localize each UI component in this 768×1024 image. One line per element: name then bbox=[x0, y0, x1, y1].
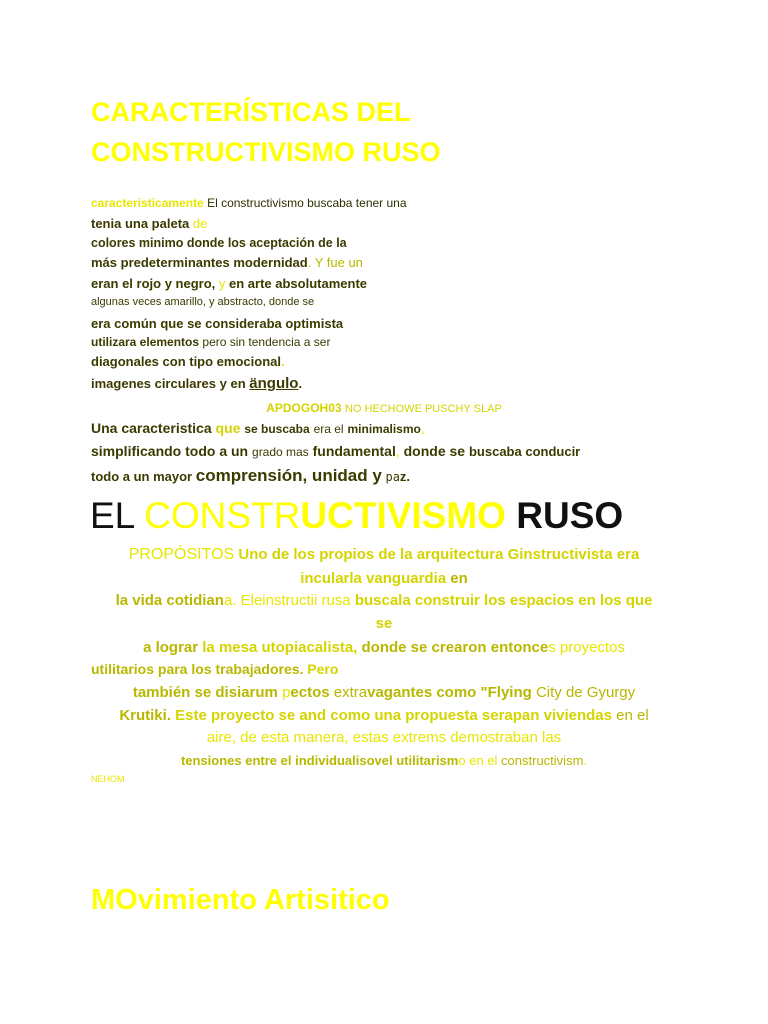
p1-line7: era común que se consideraba optimista bbox=[91, 316, 344, 331]
p1-line3: colores minimo donde los aceptación de la bbox=[91, 236, 347, 250]
p3-text: aire, de esta manera, estas extrems demostraban las bbox=[206, 729, 562, 746]
p3-line10 bbox=[0, 753, 768, 768]
p3-text: constructivism bbox=[501, 753, 584, 768]
p3-line1 bbox=[0, 546, 768, 564]
p3-line2 bbox=[0, 570, 768, 587]
p2-word: que bbox=[215, 420, 241, 436]
p2-text: era el bbox=[313, 422, 344, 436]
p3-text: buscala construir los espacios en los que bbox=[354, 592, 653, 609]
p2-text: buscaba conducir bbox=[468, 444, 581, 459]
main-title-line1: CARACTERÍSTICAS DEL bbox=[91, 97, 411, 127]
p1-text: . bbox=[298, 376, 303, 391]
p2-text: , bbox=[395, 443, 400, 459]
p2-line3 bbox=[91, 466, 410, 486]
p3-text: City de Gyurgy bbox=[535, 684, 636, 701]
p1-line6: algunas veces amarillo, y abstracto, donde se bbox=[91, 296, 315, 308]
p3-line11: NEHOM bbox=[91, 774, 125, 784]
p2-text: pa bbox=[385, 470, 400, 484]
p1-text: eran el rojo y negro, bbox=[91, 276, 216, 291]
p3-text: vagantes como "Flying bbox=[367, 684, 532, 701]
p2-text: z. bbox=[399, 469, 411, 484]
p2-text: comprensión, unidad y bbox=[195, 466, 382, 485]
p2-text: se buscaba bbox=[244, 422, 310, 436]
p1-line8 bbox=[91, 335, 330, 349]
p3-line9 bbox=[0, 729, 768, 746]
heading-part: CONSTR bbox=[144, 495, 301, 536]
p3-text: la mesa utopiacalista, bbox=[202, 639, 358, 656]
p1-text: diagonales con tipo emocional bbox=[91, 354, 281, 369]
p3-line8 bbox=[0, 707, 768, 724]
p3-word: PROPÓSITOS bbox=[128, 546, 235, 563]
p3-text: a lograr bbox=[143, 639, 199, 656]
p1-text: tenia una paleta bbox=[91, 216, 190, 231]
p3-line4 bbox=[0, 615, 768, 632]
p1-text: El constructivismo buscaba tener una bbox=[207, 196, 407, 210]
p3-text: Krutiki. bbox=[119, 707, 171, 724]
p3-line5 bbox=[0, 639, 768, 656]
p3-line7 bbox=[0, 684, 768, 701]
p3-text: la vida cotidian bbox=[115, 592, 224, 609]
heading-part: RUSO bbox=[505, 495, 624, 536]
p1-text: más predeterminantes modernidad bbox=[91, 255, 308, 270]
center-text: NO HECHOWE PUSCHY SLAP bbox=[344, 403, 502, 415]
p2-text: , bbox=[420, 420, 425, 436]
main-title bbox=[91, 92, 651, 172]
p3-text: ectos bbox=[290, 684, 330, 701]
center-line bbox=[0, 401, 768, 415]
p3-line3 bbox=[0, 592, 768, 609]
p1-text: . bbox=[280, 354, 285, 369]
p3-text: Pero bbox=[307, 661, 339, 677]
p3-text: donde se crearon entonce bbox=[361, 639, 549, 656]
p1-line9 bbox=[91, 354, 285, 369]
p3-text: tensiones entre el individualisovel utilitarism bbox=[180, 753, 459, 768]
p1-word: ängulo bbox=[249, 375, 299, 392]
p3-text: p bbox=[282, 684, 291, 701]
p1-text: en arte absolutamente bbox=[229, 276, 368, 291]
p1-line10 bbox=[91, 375, 302, 392]
p1-text: imagenes circulares y en bbox=[91, 376, 246, 391]
p3-text: se bbox=[375, 615, 393, 632]
p2-text: simplificando todo a un bbox=[91, 443, 249, 459]
p3-text: a. Eleinstructii rusa bbox=[223, 592, 351, 609]
p2-text: minimalismo bbox=[347, 422, 421, 436]
p3-text: utilitarios para los trabajadores. bbox=[91, 661, 304, 677]
heading-part: EL bbox=[90, 495, 145, 536]
p1-line5 bbox=[91, 276, 367, 291]
p2-text: Una caracteristica bbox=[91, 420, 212, 436]
p3-text: Uno de los propios de la arquitectura Ginstructivista era bbox=[238, 546, 640, 563]
p1-word: caracteristicamente bbox=[91, 196, 204, 210]
p1-line2 bbox=[91, 216, 207, 231]
p3-text: . bbox=[583, 753, 588, 768]
p2-text: todo a un mayor bbox=[91, 469, 193, 484]
p1-word: de bbox=[192, 216, 208, 231]
bottom-heading: MOvimiento Artisitico bbox=[91, 884, 390, 916]
p1-word: y bbox=[218, 276, 226, 291]
p1-text: . Y fue un bbox=[307, 255, 363, 270]
p2-line1 bbox=[91, 420, 425, 436]
p1-text: pero sin tendencia a ser bbox=[202, 335, 331, 349]
p3-text: extra bbox=[333, 684, 368, 701]
center-code: APDOGOH03 bbox=[266, 401, 342, 415]
p3-text: en bbox=[450, 570, 468, 587]
p3-text: Este proyecto se and como una propuesta serapan viviendas bbox=[175, 707, 612, 724]
p3-text: s proyectos bbox=[548, 639, 625, 656]
p2-line2 bbox=[91, 443, 580, 459]
p2-text: donde se bbox=[403, 443, 466, 459]
main-title-line2: CONSTRUCTIVISMO RUSO bbox=[91, 137, 441, 167]
heading-part: UCTIVISMO bbox=[300, 495, 506, 536]
p3-text: incularla vanguardia bbox=[300, 570, 447, 587]
p1-line4 bbox=[91, 255, 363, 270]
section-heading bbox=[90, 494, 623, 538]
p2-text: grado mas bbox=[252, 445, 309, 459]
p3-text: o en el bbox=[458, 753, 498, 768]
p3-line6 bbox=[91, 661, 338, 677]
p1-line1 bbox=[91, 196, 407, 210]
p2-text: fundamental bbox=[312, 443, 396, 459]
p3-text: también se disiarum bbox=[132, 684, 278, 701]
p1-text: utilizara elementos bbox=[91, 335, 200, 349]
p3-text: en el bbox=[616, 707, 649, 724]
